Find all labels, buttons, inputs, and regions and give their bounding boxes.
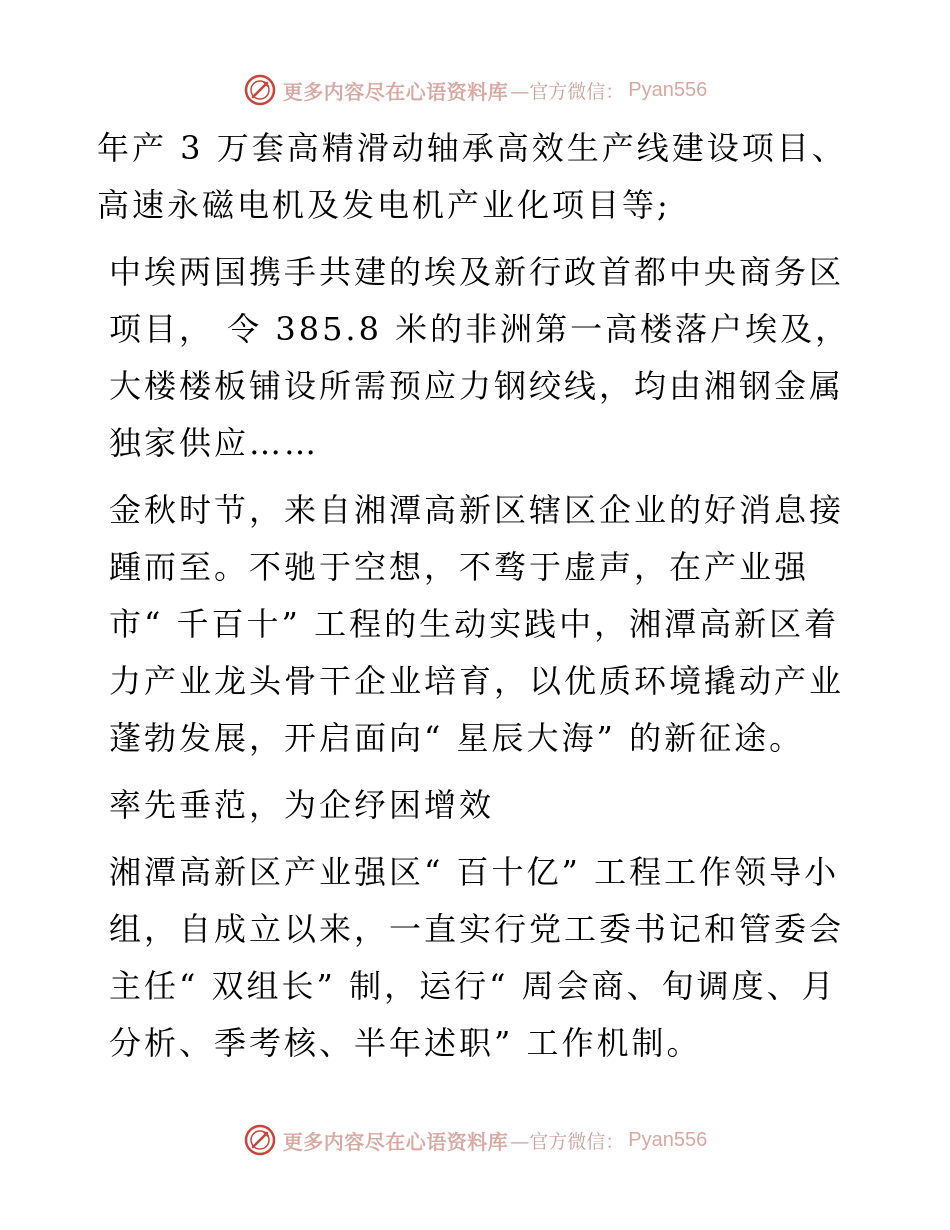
watermark-handle: Pyan556 [628, 78, 708, 101]
paragraph: 金秋时节，来自湘潭高新区辖区企业的好消息接踵而至。不驰于空想，不骛于虚声，在产业强市“ 千百十” 工程的生动实践中，湘潭高新区着力产业龙头骨干企业培育，以优质环境撬动产业蓬勃发展，开启面向“ 星辰大海” 的新征途。 [109, 491, 845, 757]
paragraph: 中埃两国携手共建的埃及新行政首都中央商务区项目， 令 385.8 米的非洲第一高楼落户埃及，大楼楼板铺设所需预应力钢绞线，均由湘钢金属独家供应…… [109, 253, 851, 462]
paragraph: 年产 3 万套高精滑动轴承高效生产线建设项目、高速永磁电机及发电机产业化项目等; [97, 129, 847, 224]
footer-watermark [0, 1120, 950, 1160]
watermark-main-text: 更多内容尽在心语资料库 [282, 1129, 509, 1154]
seal-logo-icon [243, 1123, 277, 1157]
paragraph: 湘潭高新区产业强区“ 百十亿” 工程工作领导小组，自成立以来，一直实行党工委书记和管委会主任“ 双组长” 制，运行“ 周会商、旬调度、月分析、季考核、半年述职” 工作机制。 [109, 853, 845, 1062]
document-body [97, 120, 857, 1082]
section-heading: 率先垂范，为企纾困增效 [109, 786, 495, 824]
watermark-separator: —官方微信： [510, 80, 625, 103]
watermark-handle: Pyan556 [628, 1128, 708, 1151]
seal-logo-icon [243, 73, 277, 107]
watermark-main-text: 更多内容尽在心语资料库 [282, 79, 509, 104]
header-watermark [0, 70, 950, 110]
watermark-separator: —官方微信： [510, 1130, 625, 1153]
